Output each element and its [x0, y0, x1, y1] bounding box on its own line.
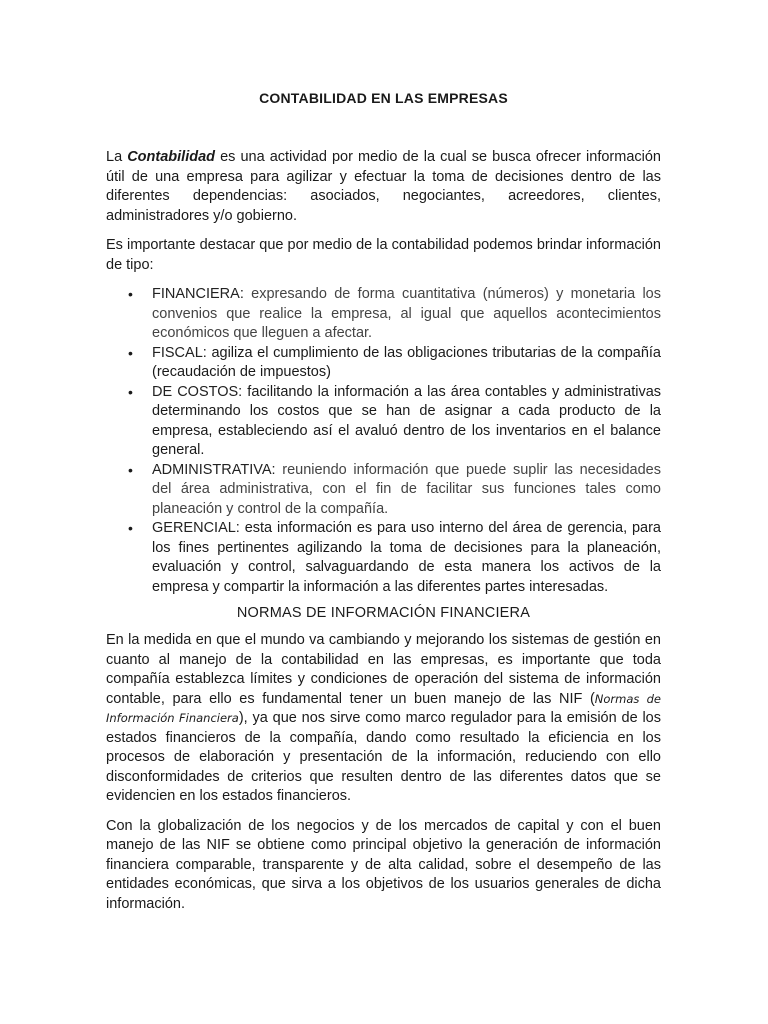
nif-after: ), ya que nos sirve como marco regulador para la emisión de los estados financieros de la compañía, dando como resultado la eficiencia en los procesos de elaboración y presentación de la información, reduciendo con ello disconformidades de criterios que resulten dentro de las diferentes datos que se evidencien en los estados financieros. — [106, 710, 661, 804]
type-text: expresando de forma cuantitativa (números) y monetaria los convenios que realice la empresa, al igual que aquellos acontecimientos económicos que lleguen a afectar. — [152, 286, 661, 341]
list-item — [106, 519, 661, 597]
intro-rest: es una actividad por medio de la cual se busca ofrecer información útil de una empresa para agilizar y efectuar la toma de decisiones dentro de las diferentes dependencias: asociados, negociantes, acreedores, clientes, administradores y/o gobierno. — [106, 149, 661, 224]
document-page — [106, 90, 661, 924]
type-term: DE COSTOS: — [152, 383, 243, 400]
intro-term: Contabilidad — [127, 149, 216, 165]
type-text: agiliza el cumplimiento de las obligaciones tributarias de la compañía (recaudación de impuestos) — [152, 344, 661, 380]
types-list — [106, 285, 661, 597]
type-term: ADMINISTRATIVA: — [152, 461, 276, 478]
section-heading: NORMAS DE INFORMACIÓN FINANCIERA — [236, 605, 531, 621]
type-term: GERENCIAL: — [152, 520, 240, 536]
bullet-icon: • — [128, 520, 133, 536]
nif-italic: Normas de Información Financiera — [106, 691, 662, 725]
list-item — [106, 344, 661, 383]
list-item — [106, 285, 661, 344]
type-term: FINANCIERA: — [152, 286, 244, 302]
intro-paragraph — [106, 148, 661, 226]
document-title: CONTABILIDAD EN LAS EMPRESAS — [259, 90, 508, 106]
type-text: reuniendo información que puede suplir las necesidades del área administrativa, con el fin de facilitar sus funciones tales como planeación y control de la compañía. — [152, 461, 661, 517]
list-item — [106, 383, 661, 461]
closing-paragraph: Con la globalización de los negocios y de los mercados de capital y con el buen manejo de las NIF se obtiene como principal objetivo la generación de información financiera comparable, transparente y de alta calidad, sobre el desempeño de las entidades económicas, que sirva a los objetivos de los usuarios generales de dicha información. — [106, 817, 661, 912]
bullet-icon: • — [128, 461, 133, 478]
type-text: facilitando la información a las área contables y administrativas determinando los costos que se han de asignar a cada producto de la empresa, estableciendo así el avaluó dentro de los inventarios en el balance general. — [152, 383, 662, 458]
type-term: FISCAL: — [152, 344, 207, 361]
intro-lead: La — [106, 149, 123, 165]
bullet-icon: • — [128, 344, 133, 361]
type-text: esta información es para uso interno del área de gerencia, para los fines pertinentes agilizando la toma de decisiones para la planeación, evaluación y control, salvaguardando de esta manera los activos de la empresa y compartir la información a las diferentes partes interesadas. — [152, 520, 661, 595]
nif-paragraph — [106, 631, 661, 807]
types-intro-paragraph: Es importante destacar que por medio de la contabilidad podemos brindar información de tipo: — [106, 237, 661, 273]
list-item — [106, 461, 661, 520]
nif-before: En la medida en que el mundo va cambiando y mejorando los sistemas de gestión en cuanto al manejo de la contabilidad en las empresas, es importante que toda compañía establezca límites y condiciones de operación del sistema de información contable, para ello es fundamental tener un buen manejo de las NIF ( — [106, 632, 661, 707]
bullet-icon: • — [128, 383, 133, 400]
bullet-icon: • — [128, 286, 133, 302]
